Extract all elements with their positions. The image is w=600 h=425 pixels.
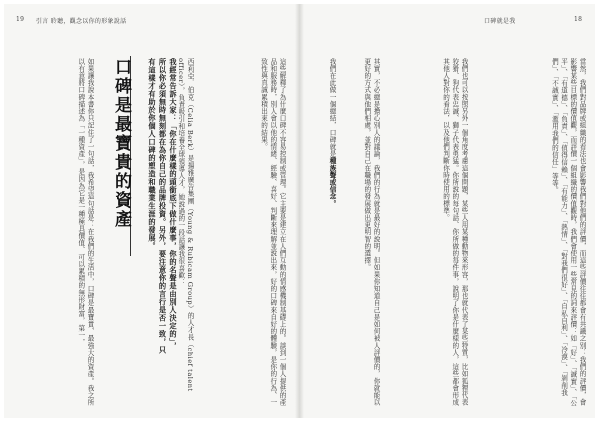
left-section-body: 如果讓我說本書你只記住了一句話，我希望這句話是：在我們的生活中，口碑是最寶貴、最強大的資產。我之所以有意將口碑描述為「一種資產」，是因為它是一種極具價值、可以累積的無形財富，第一，	[76, 58, 94, 406]
left-running-head: 引言 聆聽，觀念以你的形象說話	[36, 18, 127, 25]
pull-quote: 我經常告訴大家：「你在什麼樣的頭銜底下做什麼事，你的名聲是由別人決定的」，所以你必須無時無刻都在為你自己的品牌投資。另外，要注意你的言行是否一致，只有這樣才有助於你個人口碑的塑造和職業生涯的發展。	[148, 58, 178, 354]
right-body-para3: 其實，不必總是擔心別人的議論，我們的行為就是最好的說明。但如果你知道自己是如何被人評價的，你就能以更好的方式與他們相處，並對自己在職場的發展做出更明智的選擇。	[362, 58, 380, 406]
left-page-number: 19	[16, 16, 25, 23]
right-page	[304, 4, 595, 418]
left-page	[4, 4, 295, 418]
conclusion-lead: 我們在此做一個總結，口碑就是	[328, 58, 336, 158]
section-title: 口碑是最寶貴的資產	[111, 58, 131, 229]
left-body-end: 西莉亞．伯克（Celia Berk）是揚雅廣告集團（Young & Rubicam Group）的人才長（chief talent officer），負責吸引和培養全球領導人才，她說過的一段話讓我很喜歡：	[176, 58, 194, 392]
right-body-para2: 我們也可以按照另外一個角度考慮這個問題，某些人用某種動物來形容，那也就代表了某些特質，比如狐狸代表狡猾、狗代表忠誠、獅子代表勇猛。你所說的每句話、你所做的每件事，說明了你是什麼樣的人，這些都會形成其他人對你的看法，以及他們判斷你時使用的標準。	[441, 58, 468, 406]
right-page-number: 18	[574, 16, 583, 23]
left-body-main: 這些解釋了為什麼口碑不容易控制或管理。它主要是建立在人們互動的情感機制基礎上的。談到一個人提供的產品和服務時，別人會以他的情緒、經驗、喜好、判斷來理解並說出來，好的口碑來自好的體驗，是你的行為、一致性與真誠累積出來的結果。	[259, 58, 286, 406]
book-gutter	[295, 4, 304, 418]
right-running-head: 口碑就是我	[484, 18, 516, 25]
conclusion-emphasis: 種族聲或信念。	[328, 157, 336, 208]
right-body-para1: 當然，我們對品牌或組織的看法也會影響我們對他們的評價，而這些評價往往都會有共識之別：我們的評價，會影響某些目標的價值觀，而評價一個組織的價值觀時，我們會使用一些常見的詞來評價：如「好」、「誠實」、「公平」、「有道德」、「負責」、「值得信賴」、「有能力」、「熱情」、「對我們很好」、「自私自利」、「冷漠」、「剝削我們」、「不誠實」、「濫用我們的信任」等等。	[550, 58, 586, 407]
right-conclusion	[324, 58, 336, 408]
